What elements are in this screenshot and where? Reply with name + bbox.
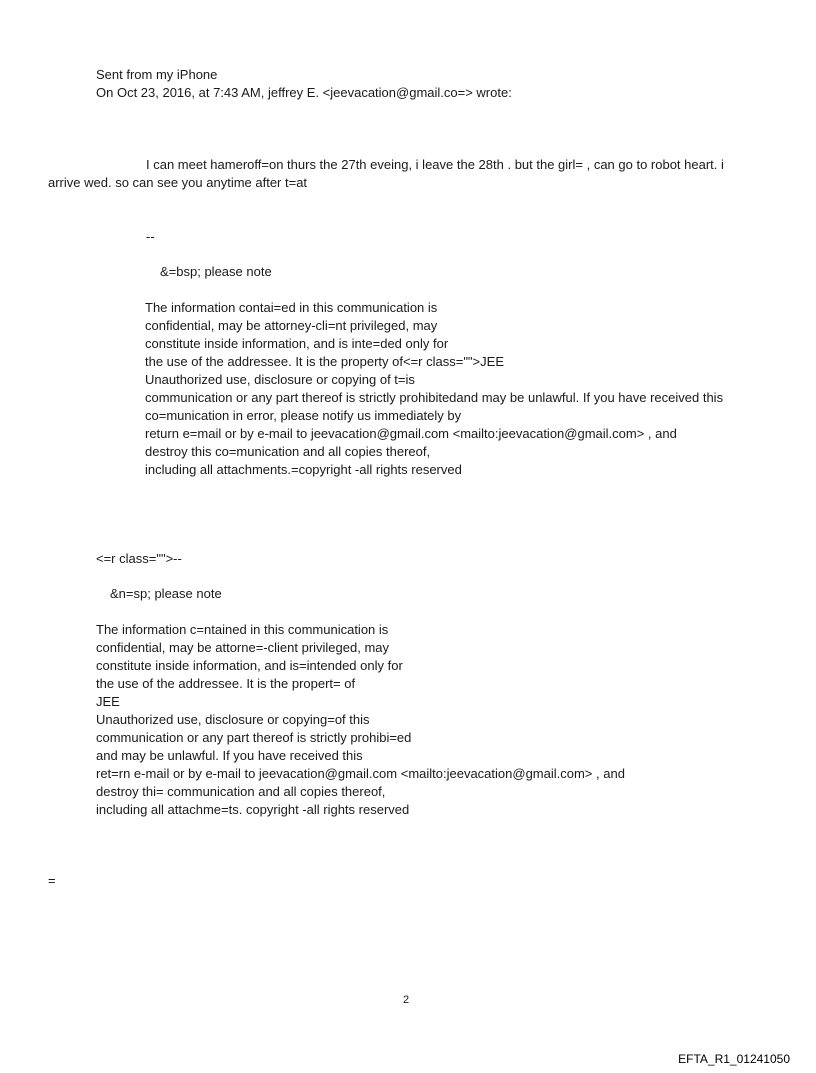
disclaimer-line: co=munication in error, please notify us immediately by [145, 408, 462, 423]
signature1-please-note: &=bsp; please note [160, 264, 272, 279]
disclaimer-line: including all attachme=ts. copyright -all rights reserved [96, 802, 410, 817]
signature2-dashes: <=r class="">-- [96, 551, 182, 566]
disclaimer-line: ret=rn e-mail or by e-mail to jeevacation@gmail.com <mailto:jeevacation@gmail.com> , and [96, 766, 625, 781]
disclaimer-line: the use of the addressee. It is the propert= of [96, 676, 356, 691]
disclaimer-line: Unauthorized use, disclosure or copying=of this [96, 712, 370, 727]
message-line-1: I can meet hameroff=on thurs the 27th eveing, i leave the 28th . but the girl= , can go to robot heart. i [146, 157, 724, 172]
signature1-dashes: -- [146, 229, 155, 244]
quoted-header-line: On Oct 23, 2016, at 7:43 AM, jeffrey E. <jeevacation@gmail.co=> wrote: [96, 85, 512, 100]
disclaimer-line: confidential, may be attorne=-client privileged, may [96, 640, 390, 655]
disclaimer-line: confidential, may be attorney-cli=nt privileged, may [145, 318, 438, 333]
disclaimer-line: destroy this co=munication and all copies thereof, [145, 444, 431, 459]
disclaimer-line: The information c=ntained in this communication is [96, 622, 389, 637]
disclaimer-line: The information contai=ed in this communication is [145, 300, 438, 315]
signature2-please-note: &n=sp; please note [110, 586, 222, 601]
signature1-disclaimer [145, 299, 723, 479]
disclaimer-line: JEE [96, 694, 120, 709]
signature2-disclaimer [96, 621, 625, 819]
disclaimer-line: constitute inside information, and is=intended only for [96, 658, 403, 673]
disclaimer-line: communication or any part thereof is strictly prohibitedand may be unlawful. If you have received this [145, 390, 724, 405]
disclaimer-line: destroy thi= communication and all copies thereof, [96, 784, 386, 799]
sent-from-line: Sent from my iPhone [96, 67, 218, 82]
disclaimer-line: the use of the addressee. It is the property of<=r class="">JEE [145, 354, 504, 369]
disclaimer-line: and may be unlawful. If you have received this [96, 748, 363, 763]
disclaimer-line: constitute inside information, and is inte=ded only for [145, 336, 449, 351]
document-id-footer: EFTA_R1_01241050 [678, 1052, 790, 1066]
disclaimer-line: communication or any part thereof is strictly prohibi=ed [96, 730, 412, 745]
message-line-2: arrive wed. so can see you anytime after t=at [48, 175, 308, 190]
disclaimer-line: Unauthorized use, disclosure or copying of t=is [145, 372, 415, 387]
disclaimer-line: return e=mail or by e-mail to jeevacation@gmail.com <mailto:jeevacation@gmail.com> , and [145, 426, 677, 441]
disclaimer-line: including all attachments.=copyright -all rights reserved [145, 462, 462, 477]
page-number: 2 [403, 994, 410, 1006]
trailing-equals: = [48, 873, 56, 888]
